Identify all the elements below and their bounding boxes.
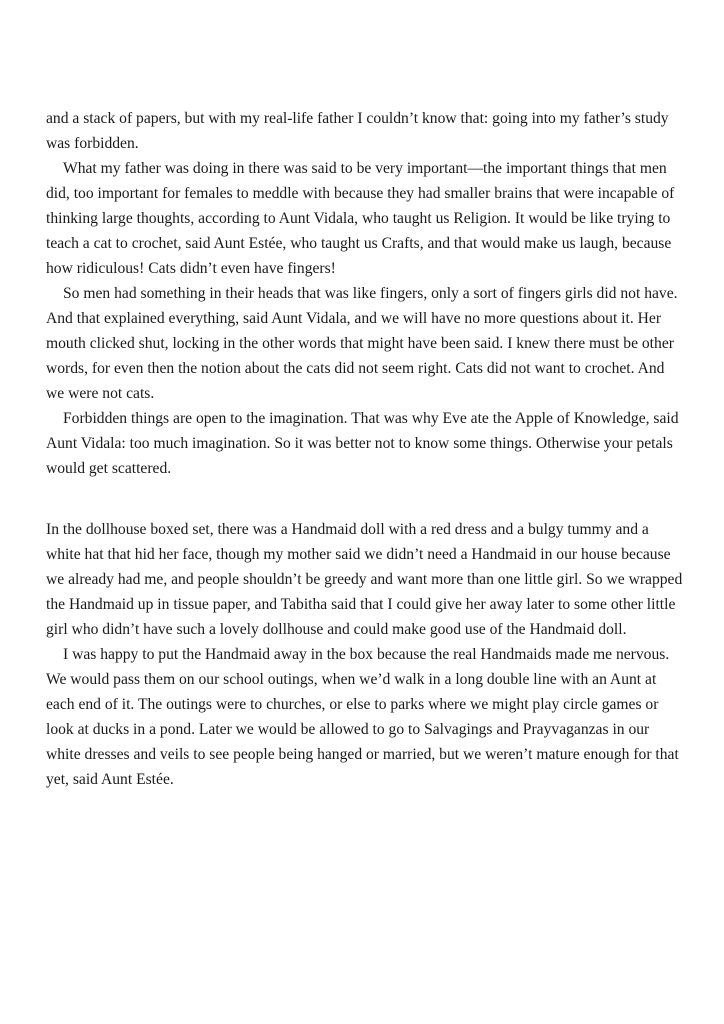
paragraph-handmaids: I was happy to put the Handmaid away in the box because the real Handmaids made me nervous. We would pass them on our school outings, when we’d walk in a long double line with an Aunt at each end of it. The outings were to churches, or else to parks where we might play circle games or look at ducks in a pond. Later we would be allowed to go to Salvagings and Prayvaganzas in our white dresses and veils to see people being hanged or married, but we weren’t mature enough for that yet, said Aunt Estée. [46, 646, 679, 788]
paragraph-dollhouse: In the dollhouse boxed set, there was a Handmaid doll with a red dress and a bulgy tummy and a white hat that hid her face, though my mother said we didn’t need a Handmaid in our house because we already had me, and people shouldn’t be greedy and want more than one little girl. So we wrapped the Handmaid up in tissue paper, and Tabitha said that I could give her away later to some other little girl who didn’t have such a lovely dollhouse and could make good use of the Handmaid doll. [46, 521, 683, 638]
paragraph-continuation: and a stack of papers, but with my real-life father I couldn’t know that: going into my father’s study was forbidden. [46, 110, 669, 152]
text-section-1 [46, 106, 686, 481]
paragraph-father-study: What my father was doing in there was said to be very important—the important things that men did, too important for females to meddle with because they had smaller brains that were incapable of thinking large thoughts, according to Aunt Vidala, who taught us Religion. It would be like trying to teach a cat to crochet, said Aunt Estée, who taught us Crafts, and that would make us laugh, because how ridiculous! Cats didn’t even have fingers! [46, 160, 675, 277]
paragraph-forbidden-things: Forbidden things are open to the imagination. That was why Eve ate the Apple of Knowledge, said Aunt Vidala: too much imagination. So it was better not to know some things. Otherwise your petals would get scattered. [46, 410, 679, 477]
paragraph-fingers: So men had something in their heads that was like fingers, only a sort of fingers girls did not have. And that explained everything, said Aunt Vidala, and we will have no more questions about it. Her mouth clicked shut, locking in the other words that might have been said. I knew there must be other words, for even then the notion about the cats did not seem right. Cats did not want to crochet. And we were not cats. [46, 285, 678, 402]
text-section-2 [46, 517, 686, 792]
